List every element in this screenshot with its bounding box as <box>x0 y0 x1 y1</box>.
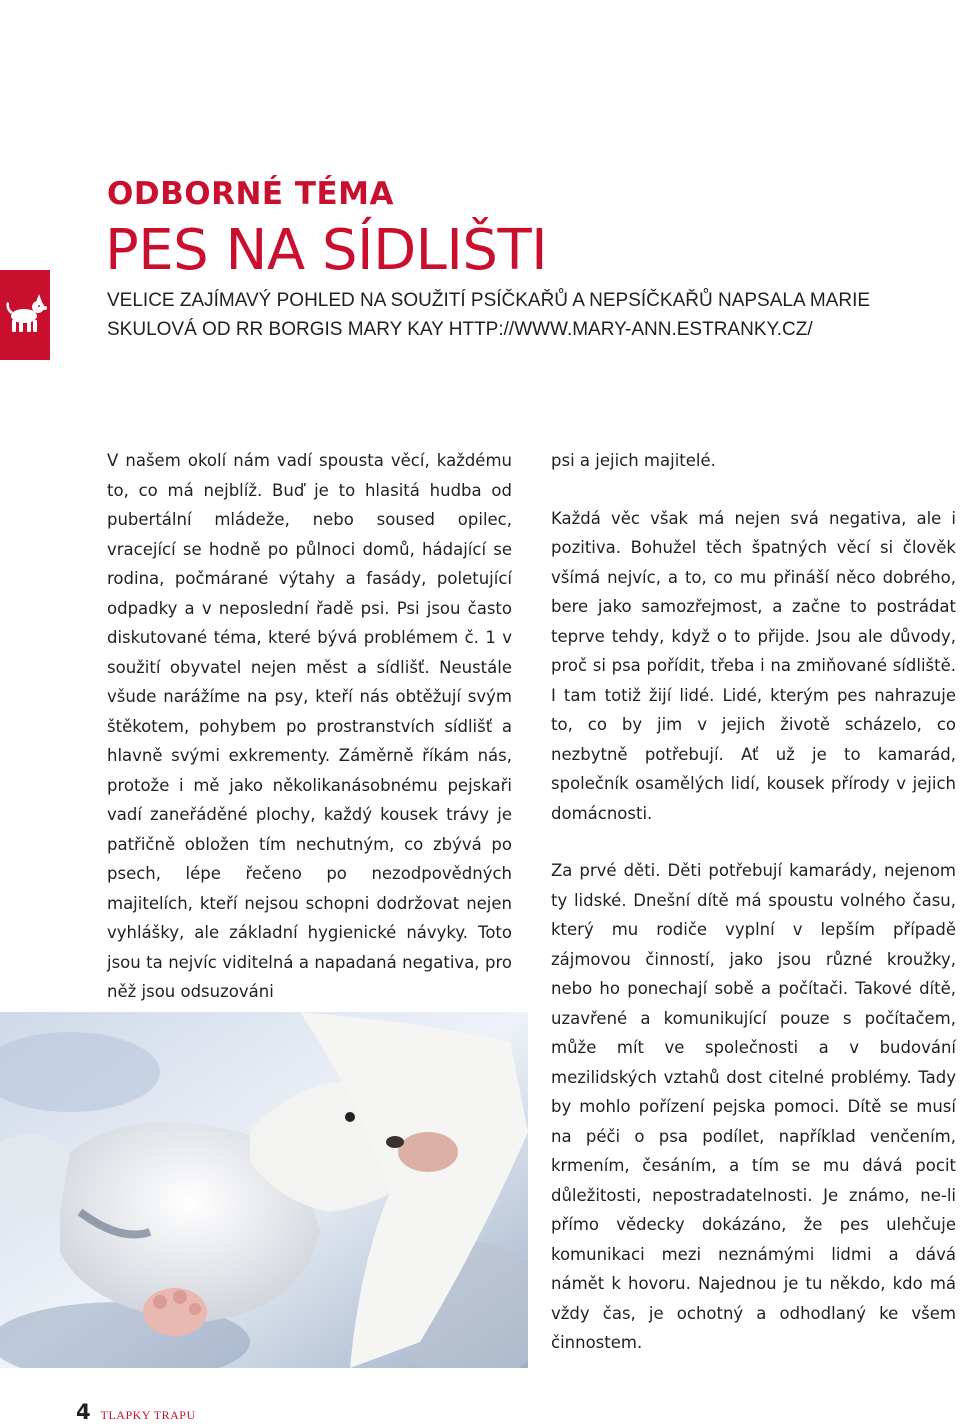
right-column <box>551 446 956 1358</box>
dog-icon <box>2 292 48 338</box>
paragraph: Každá věc však má nejen svá negativa, ale i pozitiva. Bohužel těch špatných věcí si člověk všímá nejvíc, a to, co mu přináší něco dobrého, bere jako samozřejmost, a začne to postrádat teprve tehdy, když o to přijde. Jsou ale důvody, proč si psa pořídit, třeba i na zmiňované sídliště. I tam totiž žijí lidé. Lidé, kterým pes nahrazuje to, co by jim v jejich životě scházelo, co nezbytně potřebují. Ať už je to kamarád, společník osamělých lidí, kousek přírody v jejich domácnosti. <box>551 508 956 823</box>
page-number: 4 <box>76 1400 91 1424</box>
page-footer <box>76 1400 196 1424</box>
photo-illustration <box>0 1012 528 1368</box>
paragraph: psi a jejich majitelé. <box>551 451 716 470</box>
article-title: PES NA SÍDLIŠTI <box>105 218 548 283</box>
dogs-in-snow-photo <box>0 1012 528 1368</box>
paragraph: Za prvé děti. Děti potřebují kamarády, nejenom ty lidské. Dnešní dítě má spoustu volného času, který mu rodiče vyplní v lepším případě zájmovou činností, jako jsou různé kroužky, nebo ho ponechají sobě a počítači. Takové dítě, uzavřené a komunikující pouze s počítačem, může mít ve společnosti a v budování mezilidských vztahů dost citelné problémy. Tady by mohlo pořízení pejska pomoci. Dítě se musí na péči o psa podílet, například venčením, krmením, česáním, a tím se mu dává pocit důležitosti, nepostradatelnosti. Je známo, ne-li přímo vědecky dokázáno, že pes ulehčuje komunikaci mezi neznámými lidmi a dává námět k hovoru. Najednou je tu někdo, kdo má vždy čas, je ochotný a odhodlaný ke všem činnostem. <box>551 861 956 1352</box>
section-kicker: ODBORNÉ TÉMA <box>107 176 395 212</box>
article-subtitle: VELICE ZAJÍMAVÝ POHLED NA SOUŽITÍ PSÍČKAŘŮ A NEPSÍČKAŘŮ NAPSALA MARIE SKULOVÁ OD RR BORGIS MARY KAY HTTP://WWW.MARY-ANN.ESTRANKY.CZ/ <box>107 290 871 340</box>
section-tab <box>0 270 50 360</box>
magazine-name: TLAPKY TRAPU <box>100 1408 196 1422</box>
left-column <box>107 446 512 1007</box>
paragraph: V našem okolí nám vadí spousta věcí, každému to, co má nejblíž. Buď je to hlasitá hudba od pubertální mládeže, nebo soused opilec, vracející se hodně po půlnoci domů, hádající se rodina, počmárané výtahy a fasády, poletující odpadky a v neposlední řadě psi. Psi jsou často diskutované téma, které bývá problémem č. 1 v soužití obyvatel nejen měst a sídlišť. Neustále všude narážíme na psy, kteří nás obtěžují svým štěkotem, pohybem po prostranstvích sídlišť a hlavně svými exkrementy. Záměrně říkám nás, protože i mě jako několikanásobnému pejskaři vadí zaneřáděné plochy, každý kousek trávy je patřičně obložen tím nechutným, co zbývá po psech, lépe řečeno po nezodpovědných majitelích, kteří nejsou schopni dodržovat nejen vyhlášky, ale základní hygienické návyky. Toto jsou ta nejvíc viditelná a napadaná negativa, pro něž jsou odsuzováni <box>107 451 512 1001</box>
